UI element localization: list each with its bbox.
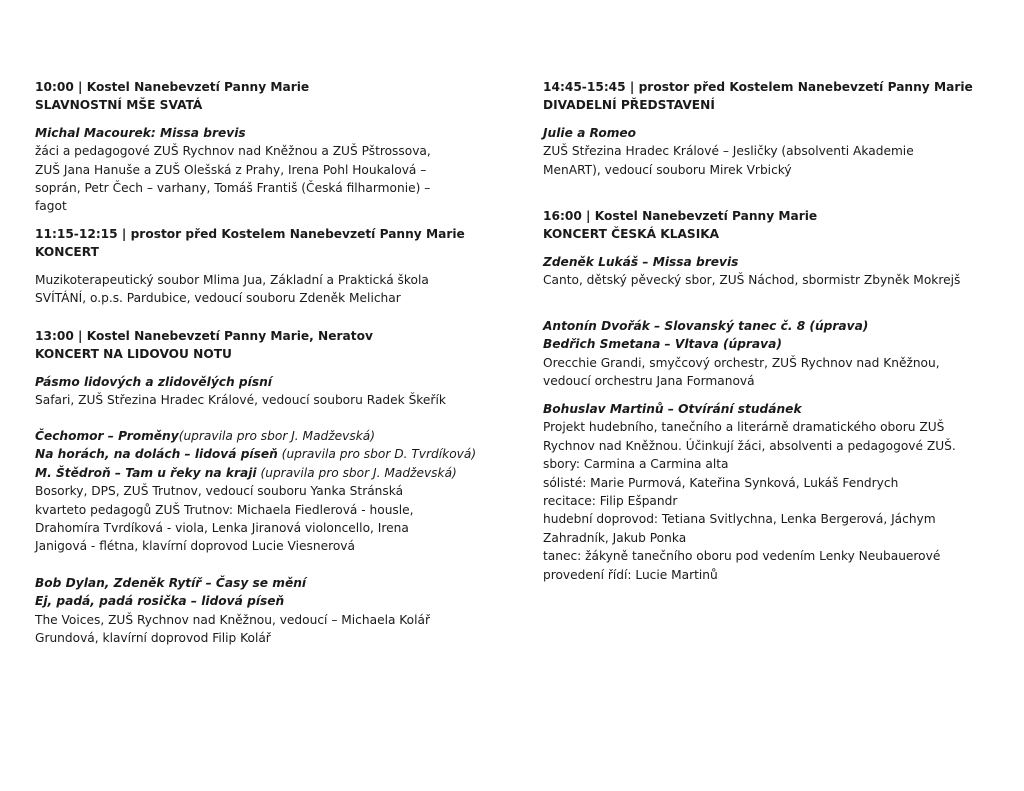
work-title: Bohuslav Martinů – Otvírání studánek [543,402,802,416]
arrangement-note: (upravila pro sbor J. Madževská) [256,465,457,480]
performers-line: fagot [35,199,67,214]
work-title: Bedřich Smetana – Vltava (úprava) [543,337,782,352]
work-title: Bob Dylan, Zdeněk Rytíř – Časy se mění [35,576,307,590]
event-time-place: 10:00 | Kostel Nanebevzetí Panny Marie [35,80,310,94]
event-time-place: 11:15-12:15 | prostor před Kostelem Nanebevzetí Panny Marie [35,227,465,241]
work-entry [35,427,465,445]
performers-line: The Voices, ZUŠ Rychnov nad Kněžnou, vedoucí – Michaela Kolář [35,612,431,627]
event-title: KONCERT NA LIDOVOU NOTU [35,347,232,362]
description-line: sbory: Carmina a Carmina alta [543,457,729,472]
work-title: M. Štědroň – Tam u řeky na kraji [35,465,257,480]
performers-line: SVÍTÁNÍ, o.p.s. Pardubice, vedoucí souboru Zdeněk Melichar [35,291,401,306]
event-title: KONCERT ČESKÁ KLASIKA [543,227,720,242]
work-entry [35,445,477,463]
works-group-otvirani-studanek [543,400,983,584]
performers-line: Canto, dětský pěvecký sbor, ZUŠ Náchod, sbormistr Zbyněk Mokrejš [543,273,961,288]
performers-line: Janigová - flétna, klavírní doprovod Lucie Viesnerová [35,539,355,554]
performers-line: ZUŠ Střezina Hradec Králové – Jesličky (absolventi Akademie [543,144,914,159]
work-entry [35,464,465,482]
description-line: Rychnov nad Kněžnou. Účinkují žáci, absolventi a pedagogové ZUŠ. [543,438,956,453]
work-title: Ej, padá, padá rosička – lidová píseň [35,594,285,609]
event-title: SLAVNOSTNÍ MŠE SVATÁ [35,98,203,113]
work-title: Na horách, na dolách – lidová píseň [35,447,278,462]
performers-line: žáci a pedagogové ZUŠ Rychnov nad Kněžnou a ZUŠ Pštrossova, [35,144,431,159]
description-line: hudební doprovod: Tetiana Svitlychna, Lenka Bergerová, Jáchym [543,512,936,527]
performers-line: vedoucí orchestru Jana Formanová [543,374,755,389]
event-title: KONCERT [35,245,99,260]
description-line: recitace: Filip Ešpandr [543,494,678,509]
performers-line: Orecchie Grandi, smyčcový orchestr, ZUŠ Rychnov nad Kněžnou, [543,355,940,370]
event-koncert-na-lidovou-notu [35,327,465,410]
work-title: Michal Macourek: Missa brevis [35,125,246,140]
work-title: Julie a Romeo [543,125,637,140]
performers-line: Grundová, klavírní doprovod Filip Kolář [35,631,271,646]
event-title: DIVADELNÍ PŘEDSTAVENÍ [543,98,715,113]
description-line: provedení řídí: Lucie Martinů [543,567,718,582]
event-time-place: 14:45-15:45 | prostor před Kostelem Nanebevzetí Panny Marie [543,80,973,94]
arrangement-note: (upravila pro sbor J. Madževská) [178,429,376,443]
performers-line: Safari, ZUŠ Střezina Hradec Králové, vedoucí souboru Radek Škeřík [35,393,446,408]
work-title: Čechomor – Proměny [35,429,179,443]
performers-line: Bosorky, DPS, ZUŠ Trutnov, vedoucí souboru Yanka Stránská [35,484,404,499]
performers-line: soprán, Petr Čech – varhany, Tomáš Františ (Česká filharmonie) – [35,181,431,196]
description-line: Zahradník, Jakub Ponka [543,530,687,545]
description-line: tanec: žákyně tanečního oboru pod vedením Lenky Neubauerové [543,549,941,564]
performers-line: Drahomíra Tvrdíková - viola, Lenka Jiranová violoncello, Irena [35,521,409,536]
description-line: sólisté: Marie Purmová, Kateřina Synková, Lukáš Fendrych [543,475,899,490]
work-title: Zdeněk Lukáš – Missa brevis [543,254,739,269]
arrangement-note: (upravila pro sbor D. Tvrdíková) [277,447,477,462]
work-title: Pásmo lidových a zlidovělých písní [35,374,272,389]
event-divadelni-predstaveni [543,78,983,179]
work-title: Antonín Dvořák – Slovanský tanec č. 8 (úprava) [543,319,869,333]
event-koncert [35,225,465,308]
performers-line: Muzikoterapeutický soubor Mlima Jua, Základní a Praktická škola [35,272,429,287]
event-time-place: 13:00 | Kostel Nanebevzetí Panny Marie, Neratov [35,329,373,343]
works-group-orecchie-grandi [543,317,983,391]
description-line: Projekt hudebního, tanečního a literárně dramatického oboru ZUŠ [543,420,945,435]
event-slavnostni-mse [35,78,465,216]
performers-line: kvarteto pedagogů ZUŠ Trutnov: Michaela Fiedlerová - housle, [35,502,414,517]
performers-line: MenART), vedoucí souboru Mirek Vrbický [543,162,792,177]
performers-line: ZUŠ Jana Hanuše a ZUŠ Olešská z Prahy, Irena Pohl Houkalová – [35,162,427,177]
works-group-the-voices [35,574,465,648]
works-group-bosorky [35,427,477,556]
event-time-place: 16:00 | Kostel Nanebevzetí Panny Marie [543,209,818,223]
event-koncert-ceska-klasika [543,207,983,290]
